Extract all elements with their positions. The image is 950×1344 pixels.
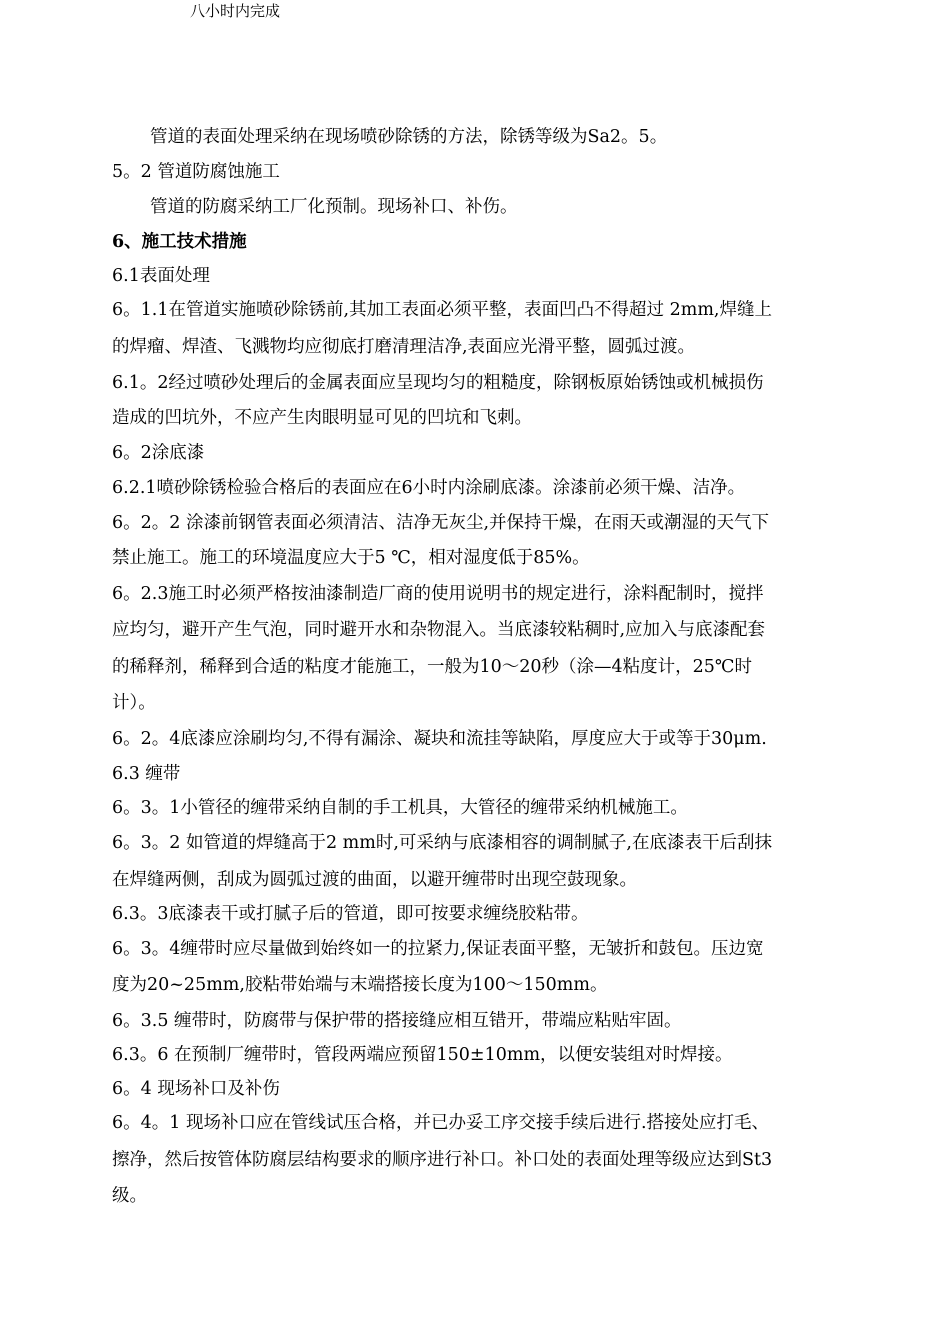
section-heading: 6。2涂底漆 [112, 443, 205, 463]
paragraph-line: 管道的防腐采纳工厂化预制。现场补口、补伤。 [150, 197, 518, 217]
chapter-heading: 6、施工技术措施 [112, 232, 247, 252]
paragraph-line: 6。3。4缠带时应尽量做到始终如一的拉紧力,保证表面平整，无皱折和鼓包。压边宽 [112, 939, 764, 959]
paragraph-line: 6.1。2经过喷砂处理后的金属表面应呈现均匀的粗糙度，除钢板原始锈蚀或机械损伤 [112, 373, 764, 393]
paragraph-line: 6.3。6 在预制厂缠带时，管段两端应预留150±10mm，以便安装组对时焊接。 [112, 1045, 733, 1065]
section-heading: 6。4 现场补口及补伤 [112, 1079, 280, 1099]
paragraph-line: 6.2.1喷砂除锈检验合格后的表面应在6小时内涂刷底漆。涂漆前必须干燥、洁净。 [112, 478, 746, 498]
paragraph-line: 6。2。4底漆应涂刷均匀,不得有漏涂、凝块和流挂等缺陷，厚度应大于或等于30μm. [112, 729, 767, 749]
paragraph-line: 禁止施工。施工的环境温度应大于5 ℃，相对湿度低于85%。 [112, 548, 590, 568]
paragraph-line: 计）。 [112, 693, 156, 713]
paragraph-line: 6。3。1小管径的缠带采纳自制的手工机具，大管径的缠带采纳机械施工。 [112, 798, 688, 818]
paragraph-line: 6。2.3施工时必须严格按油漆制造厂商的使用说明书的规定进行，涂料配制时，搅拌 [112, 584, 764, 604]
paragraph-line: 6。1.1在管道实施喷砂除锈前,其加工表面必须平整，表面凹凸不得超过 2mm,焊缝上 [112, 300, 772, 320]
paragraph-line: 6。2。2 涂漆前钢管表面必须清洁、洁净无灰尘,并保持干燥，在雨天或潮湿的天气下 [112, 513, 770, 533]
paragraph-line: 的焊瘤、焊渣、飞溅物均应彻底打磨清理洁净,表面应光滑平整，圆弧过渡。 [112, 337, 696, 357]
paragraph-line: 造成的凹坑外，不应产生肉眼明显可见的凹坑和飞刺。 [112, 408, 532, 428]
paragraph-line: 的稀释剂，稀释到合适的粘度才能施工，一般为10～20秒（涂—4粘度计，25℃时 [112, 657, 753, 677]
section-heading: 6.1表面处理 [112, 266, 210, 286]
paragraph-line: 6。3。2 如管道的焊缝高于2 mm时,可采纳与底漆相容的调制腻子,在底漆表干后刮抹 [112, 833, 772, 853]
paragraph-line: 管道的表面处理采纳在现场喷砂除锈的方法，除锈等级为Sa2。5。 [150, 127, 668, 147]
paragraph-line: 擦净，然后按管体防腐层结构要求的顺序进行补口。补口处的表面处理等级应达到St3 [112, 1150, 773, 1170]
paragraph-line: 6.3。3底漆表干或打腻子后的管道，即可按要求缠绕胶粘带。 [112, 904, 589, 924]
paragraph-line: 应均匀，避开产生气泡，同时避开水和杂物混入。当底漆较粘稠时,应加入与底漆配套 [112, 620, 766, 640]
paragraph-line: 6。4。1 现场补口应在管线试压合格，并已办妥工序交接手续后进行.搭接处应打毛、 [112, 1113, 770, 1133]
section-heading: 5。2 管道防腐蚀施工 [112, 162, 280, 182]
paragraph-line: 在焊缝两侧，刮成为圆弧过渡的曲面，以避开缠带时出现空鼓现象。 [112, 870, 637, 890]
paragraph-line: 6。3.5 缠带时，防腐带与保护带的搭接缝应相互错开，带端应粘贴牢固。 [112, 1011, 682, 1031]
paragraph-line: 度为20~25mm,胶粘带始端与末端搭接长度为100～150mm。 [112, 975, 608, 995]
header-note: 八小时内完成 [190, 2, 281, 20]
section-heading: 6.3 缠带 [112, 764, 181, 784]
paragraph-line: 级。 [112, 1186, 147, 1206]
